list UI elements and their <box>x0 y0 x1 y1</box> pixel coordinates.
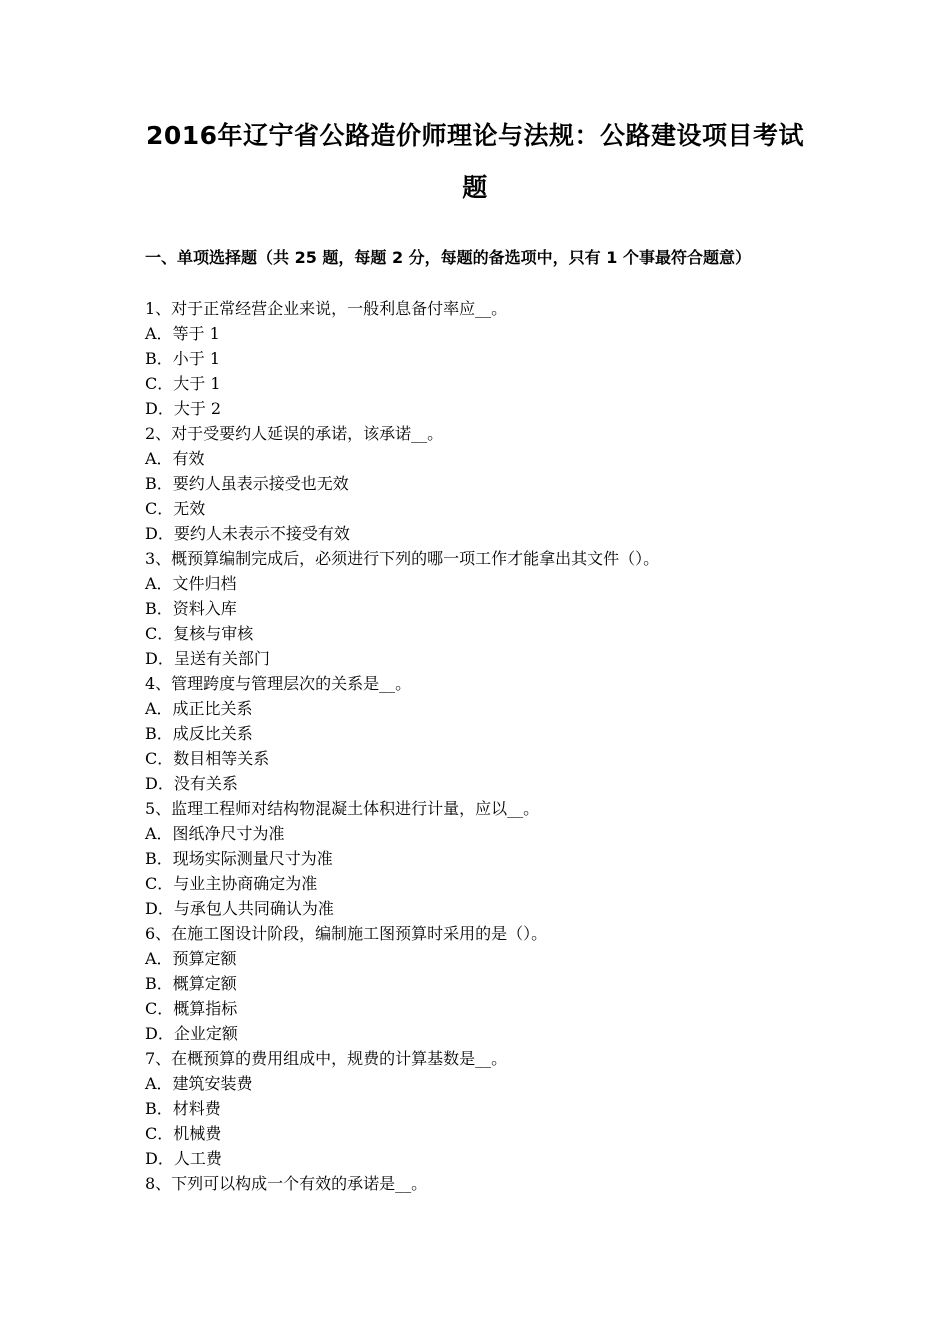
question-option: D．没有关系 <box>145 774 238 793</box>
question-stem: 6、在施工图设计阶段，编制施工图预算时采用的是（）。 <box>145 924 548 943</box>
question-list <box>145 296 810 1196</box>
question-option: B．小于 1 <box>145 349 221 368</box>
section-heading: 一、单项选择题（共 25 题，每题 2 分，每题的备选项中，只有 1 个事最符合题意） <box>145 248 751 267</box>
title-line-2: 题 <box>462 173 488 202</box>
question-option: D．与承包人共同确认为准 <box>145 899 334 918</box>
question-option: D．企业定额 <box>145 1024 238 1043</box>
question-option: B．成反比关系 <box>145 724 253 743</box>
question-option: D．要约人未表示不接受有效 <box>145 524 350 543</box>
question-option: A．文件归档 <box>145 574 237 593</box>
question-option: C．与业主协商确定为准 <box>145 874 318 893</box>
question-option: D．呈送有关部门 <box>145 649 270 668</box>
question-option: C．机械费 <box>145 1124 222 1143</box>
question-option: A．成正比关系 <box>145 699 253 718</box>
question-option: B．资料入库 <box>145 599 237 618</box>
document-title <box>140 110 810 214</box>
question-stem: 7、在概预算的费用组成中，规费的计算基数是__。 <box>145 1049 508 1068</box>
question-option: C．数目相等关系 <box>145 749 270 768</box>
question-option: C．概算指标 <box>145 999 238 1018</box>
question-stem: 1、对于正常经营企业来说，一般利息备付率应__。 <box>145 299 508 318</box>
title-line-1: 2016年辽宁省公路造价师理论与法规：公路建设项目考试 <box>145 121 805 150</box>
question-stem: 2、对于受要约人延误的承诺，该承诺__。 <box>145 424 444 443</box>
question-option: C．无效 <box>145 499 206 518</box>
question-stem: 4、管理跨度与管理层次的关系是__。 <box>145 674 412 693</box>
question-option: A．建筑安装费 <box>145 1074 253 1093</box>
question-option: D．人工费 <box>145 1149 222 1168</box>
question-option: B．要约人虽表示接受也无效 <box>145 474 349 493</box>
question-option: C．复核与审核 <box>145 624 254 643</box>
question-option: D．大于 2 <box>145 399 222 418</box>
question-option: A．图纸净尺寸为准 <box>145 824 285 843</box>
question-stem: 5、监理工程师对结构物混凝土体积进行计量，应以__。 <box>145 799 540 818</box>
question-stem: 3、概预算编制完成后，必须进行下列的哪一项工作才能拿出其文件（）。 <box>145 549 660 568</box>
question-option: A．等于 1 <box>145 324 220 343</box>
question-option: B．现场实际测量尺寸为准 <box>145 849 333 868</box>
question-option: A．有效 <box>145 449 205 468</box>
question-option: C．大于 1 <box>145 374 221 393</box>
question-option: B．概算定额 <box>145 974 237 993</box>
question-option: A．预算定额 <box>145 949 237 968</box>
question-option: B．材料费 <box>145 1099 221 1118</box>
question-stem: 8、下列可以构成一个有效的承诺是__。 <box>145 1174 428 1193</box>
